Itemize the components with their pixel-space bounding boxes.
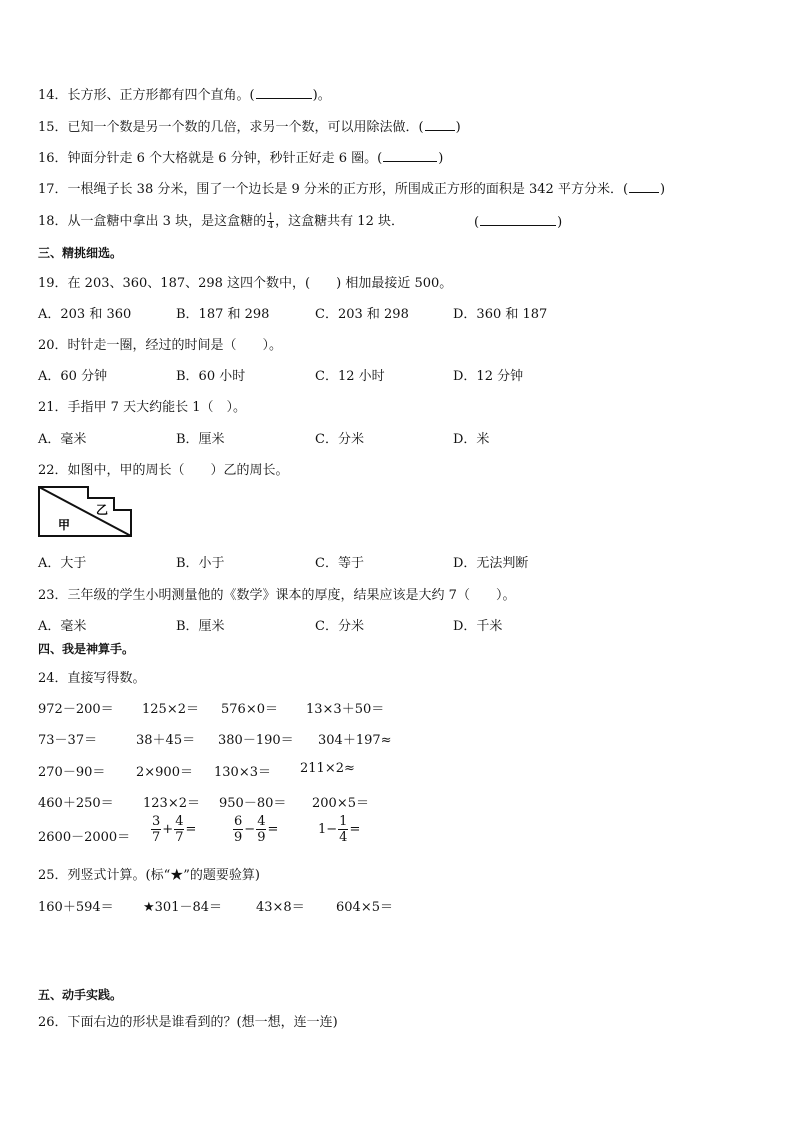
q24-r5-c2-frac-b	[174, 814, 184, 845]
frac-num: 6	[234, 814, 243, 829]
q25-item-3: 43×8＝	[256, 900, 305, 915]
q24-r5-c2	[150, 814, 196, 845]
q24-r1-c4: 13×3＋50＝	[306, 702, 385, 717]
q17-end: )	[660, 182, 666, 197]
q24-r5-c3-frac-a	[233, 814, 243, 845]
q24-r5-c4-eq: =	[349, 822, 361, 837]
q15-text: 15．已知一个数是另一个数的几倍，求另一个数，可以用除法做．(	[38, 120, 424, 135]
section-3-title: 三、精挑细选。	[38, 246, 123, 260]
question-16	[38, 147, 443, 166]
q25-item-2: ★301－84＝	[143, 900, 223, 915]
q19-text: 19．在 203、360、187、298 这四个数中，( ) 相加最接近 500。	[38, 276, 453, 291]
q17-answer-blank[interactable]	[629, 180, 659, 193]
q22-figure	[38, 486, 134, 538]
q21-option-c[interactable]: C．分米	[315, 432, 364, 447]
q18-frac-den: 4	[268, 221, 274, 230]
q24-r5-c1: 2600－2000＝	[38, 830, 131, 845]
q24-r4-c3: 950－80＝	[219, 796, 287, 811]
q23-option-c[interactable]: C．分米	[315, 619, 364, 634]
q24-text: 24．直接写得数。	[38, 671, 146, 686]
q24-r5-c4-frac	[338, 814, 348, 845]
q24-r5-c2-frac-a	[151, 814, 161, 845]
q16-text: 16．钟面分针走 6 个大格就是 6 分钟，秒针正好走 6 圈。(	[38, 151, 383, 166]
q24-r1-c3: 576×0＝	[221, 702, 278, 717]
q18-fraction	[267, 213, 274, 230]
q24-r4-c4: 200×5＝	[312, 796, 369, 811]
question-15	[38, 116, 461, 135]
frac-den: 9	[257, 830, 266, 845]
q20-option-a[interactable]: A．60 分钟	[38, 369, 108, 384]
q24-r3-c3: 130×3＝	[214, 765, 271, 780]
q18-answer-blank[interactable]	[480, 213, 556, 226]
q24-r2-c2: 38＋45＝	[136, 733, 196, 748]
q21-option-d[interactable]: D．米	[453, 432, 490, 447]
q14-text: 14．长方形、正方形都有四个直角。(	[38, 88, 255, 103]
q21-option-a[interactable]: A．毫米	[38, 432, 87, 447]
q24-r5-c4-pre: 1−	[318, 822, 338, 837]
q19-option-b[interactable]: B．187 和 298	[176, 307, 270, 322]
section-5-title: 五、动手实践。	[38, 988, 123, 1002]
q23-text: 23．三年级的学生小明测量他的《数学》课本的厚度，结果应该是大约 7（ ）。	[38, 588, 516, 603]
q18-text-post: ，这盒糖共有 12 块．	[275, 214, 404, 229]
q22-option-d[interactable]: D．无法判断	[453, 556, 529, 571]
q18-end: )	[557, 215, 563, 230]
frac-den: 4	[339, 830, 348, 845]
q15-answer-blank[interactable]	[425, 118, 455, 131]
q25-item-4: 604×5＝	[336, 900, 393, 915]
q17-text: 17．一根绳子长 38 分米，围了一个边长是 9 分米的正方形，所围成正方形的面积是 342 平方分米．(	[38, 182, 629, 197]
q20-option-c[interactable]: C．12 小时	[315, 369, 385, 384]
q22-label-jia: 甲	[58, 518, 71, 532]
q24-r2-c3: 380－190＝	[218, 733, 294, 748]
q18-text-pre: 18．从一盒糖中拿出 3 块，是这盒糖的	[38, 214, 267, 229]
q18-answer	[474, 213, 562, 230]
q20-option-d[interactable]: D．12 分钟	[453, 369, 524, 384]
section-4-title: 四、我是神算手。	[38, 642, 135, 656]
q14-end: )。	[312, 88, 331, 103]
q19-option-d[interactable]: D．360 和 187	[453, 307, 548, 322]
q24-r5-c3-frac-b	[256, 814, 266, 845]
q24-r3-c1: 270－90＝	[38, 765, 106, 780]
q21-text: 21．手指甲 7 天大约能长 1（ ）。	[38, 400, 246, 415]
q15-end: )	[455, 120, 461, 135]
q14-answer-blank[interactable]	[256, 86, 312, 99]
q25-item-1: 160＋594＝	[38, 900, 114, 915]
q24-r1-c1: 972－200＝	[38, 702, 114, 717]
q22-option-b[interactable]: B．小于	[176, 556, 225, 571]
q24-r2-c1: 73－37＝	[38, 733, 98, 748]
q24-r4-c1: 460＋250＝	[38, 796, 114, 811]
q24-r5-c2-eq: =	[185, 822, 197, 837]
q22-label-yi: 乙	[96, 503, 109, 517]
q16-answer-blank[interactable]	[383, 149, 437, 162]
q22-text: 22．如图中，甲的周长（ ）乙的周长。	[38, 463, 289, 478]
frac-den: 7	[152, 830, 161, 845]
q24-r3-c4: 211×2≈	[300, 761, 355, 776]
q23-option-a[interactable]: A．毫米	[38, 619, 87, 634]
q22-option-a[interactable]: A．大于	[38, 556, 87, 571]
q18-open: (	[474, 215, 480, 230]
q24-r3-c2: 2×900＝	[136, 765, 193, 780]
q26-text: 26．下面右边的形状是谁看到的？(想一想，连一连)	[38, 1015, 338, 1030]
frac-num: 1	[339, 814, 348, 829]
q24-r2-c4: 304＋197≈	[318, 733, 392, 748]
q24-r5-c2-op: +	[162, 822, 174, 837]
q24-r4-c2: 123×2＝	[143, 796, 200, 811]
q20-option-b[interactable]: B．60 小时	[176, 369, 246, 384]
q23-option-b[interactable]: B．厘米	[176, 619, 225, 634]
q24-r5-c3-op: −	[244, 822, 256, 837]
frac-den: 9	[234, 830, 243, 845]
q25-text: 25．列竖式计算。(标“★”的题要验算)	[38, 868, 260, 883]
q22-option-c[interactable]: C．等于	[315, 556, 364, 571]
question-18	[38, 210, 404, 230]
frac-den: 7	[175, 830, 184, 845]
q24-r5-c3	[232, 814, 278, 845]
q24-r5-c4	[318, 814, 360, 845]
q20-text: 20．时针走一圈，经过的时间是（ ）。	[38, 338, 283, 353]
frac-num: 4	[257, 814, 266, 829]
q16-end: )	[438, 151, 444, 166]
q21-option-b[interactable]: B．厘米	[176, 432, 225, 447]
q19-option-a[interactable]: A．203 和 360	[38, 307, 132, 322]
q24-r1-c2: 125×2＝	[142, 702, 199, 717]
q24-r5-c3-eq: =	[267, 822, 279, 837]
question-14	[38, 84, 331, 103]
q19-option-c[interactable]: C．203 和 298	[315, 307, 409, 322]
question-17	[38, 178, 665, 197]
q18-frac-num: 1	[268, 212, 274, 221]
frac-num: 4	[175, 814, 184, 829]
q23-option-d[interactable]: D．千米	[453, 619, 503, 634]
frac-num: 3	[152, 814, 161, 829]
